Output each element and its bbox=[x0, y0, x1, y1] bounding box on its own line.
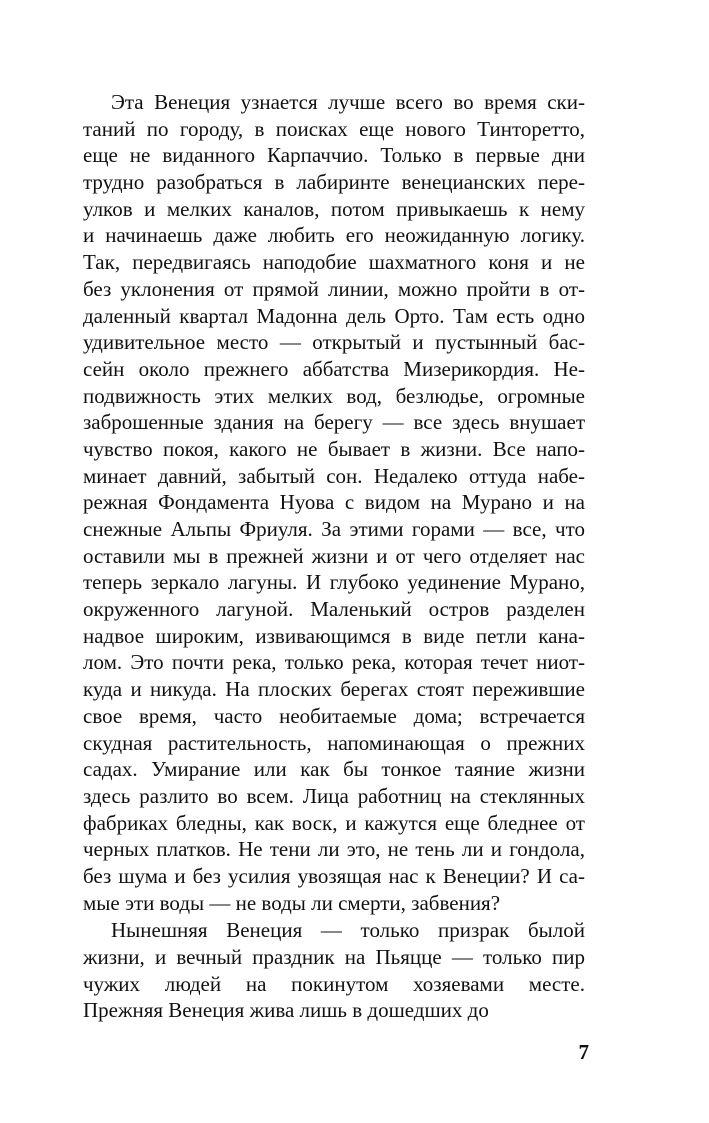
page-number: 7 bbox=[578, 1040, 589, 1064]
text-line: черных платков. Не тени ли это, не тень ли и гондола, bbox=[83, 837, 585, 862]
text-line: сейн около прежнего аббатства Мизерикордия. Не- bbox=[83, 356, 585, 381]
text-line: Нынешняя Венеция — только призрак былой bbox=[111, 918, 585, 943]
text-line: здесь разлито во всем. Лица работниц на стеклянных bbox=[83, 783, 585, 808]
text-line: удивительное место — открытый и пустынный бас- bbox=[83, 330, 585, 355]
text-line: без уклонения от прямой линии, можно пройти в от- bbox=[83, 276, 585, 301]
text-line: мые эти воды — не воды ли смерти, забвения? bbox=[83, 890, 501, 915]
text-line: Эта Венеция узнается лучше всего во время ски- bbox=[111, 90, 585, 114]
text-line: таний по городу, в поисках еще нового Тинторетто, bbox=[83, 116, 585, 141]
text-line: и начинаешь даже любить его неожиданную логику. bbox=[83, 223, 585, 248]
text-line: подвижность этих мелких вод, безлюдье, огромные bbox=[83, 383, 585, 408]
text-line: без шума и без усилия увозящая нас к Венеции? И са- bbox=[83, 863, 585, 888]
paragraph-1 bbox=[83, 89, 585, 916]
text-line: лом. Это почти река, только река, которая течет ниот- bbox=[83, 650, 585, 675]
text-line: куда и никуда. На плоских берегах стоят пережившие bbox=[83, 677, 585, 702]
text-line: надвое широким, извивающимся в виде петли кана- bbox=[83, 623, 585, 648]
text-line: садах. Умирание или как бы тонкое таяние жизни bbox=[83, 757, 585, 782]
text-line: фабриках бледны, как воск, и кажутся еще бледнее от bbox=[83, 810, 585, 835]
text-line: чужих людей на покинутом хозяевами месте. bbox=[83, 971, 585, 996]
text-line: минает давний, забытый сон. Недалеко оттуда набе- bbox=[83, 463, 585, 488]
text-line: теперь зеркало лагуны. И глубоко уединение Мурано, bbox=[83, 570, 585, 595]
text-line: улков и мелких каналов, потом привыкаешь к нему bbox=[83, 196, 585, 221]
text-line: свое время, часто необитаемые дома; встречается bbox=[83, 703, 585, 728]
text-line: режная Фондамента Нуова с видом на Мурано и на bbox=[83, 490, 585, 515]
text-line: снежные Альпы Фриуля. За этими горами — все, что bbox=[83, 517, 585, 541]
text-line: оставили мы в прежней жизни и от чего отделяет нас bbox=[83, 543, 585, 568]
text-line: еще не виданного Карпаччио. Только в первые дни bbox=[83, 143, 585, 168]
text-line: чувство покоя, какого не бывает в жизни. Все напо- bbox=[83, 436, 585, 461]
text-line: заброшенные здания на берегу — все здесь внушает bbox=[83, 410, 585, 435]
body-text bbox=[83, 89, 585, 1024]
text-line: даленный квартал Мадонна дель Орто. Там есть одно bbox=[83, 303, 585, 328]
text-line: Так, передвигаясь наподобие шахматного коня и не bbox=[83, 250, 585, 275]
text-line: Прежняя Венеция жива лишь в дошедших до bbox=[83, 998, 489, 1023]
text-line: скудная растительность, напоминающая о прежних bbox=[83, 730, 585, 755]
paragraph-2 bbox=[83, 917, 585, 1024]
text-line: трудно разобраться в лабиринте венецианских пере- bbox=[83, 170, 585, 195]
text-line: окруженного лагуной. Маленький остров разделен bbox=[83, 597, 585, 622]
text-line: жизни, и вечный праздник на Пьяцце — только пир bbox=[83, 945, 585, 969]
